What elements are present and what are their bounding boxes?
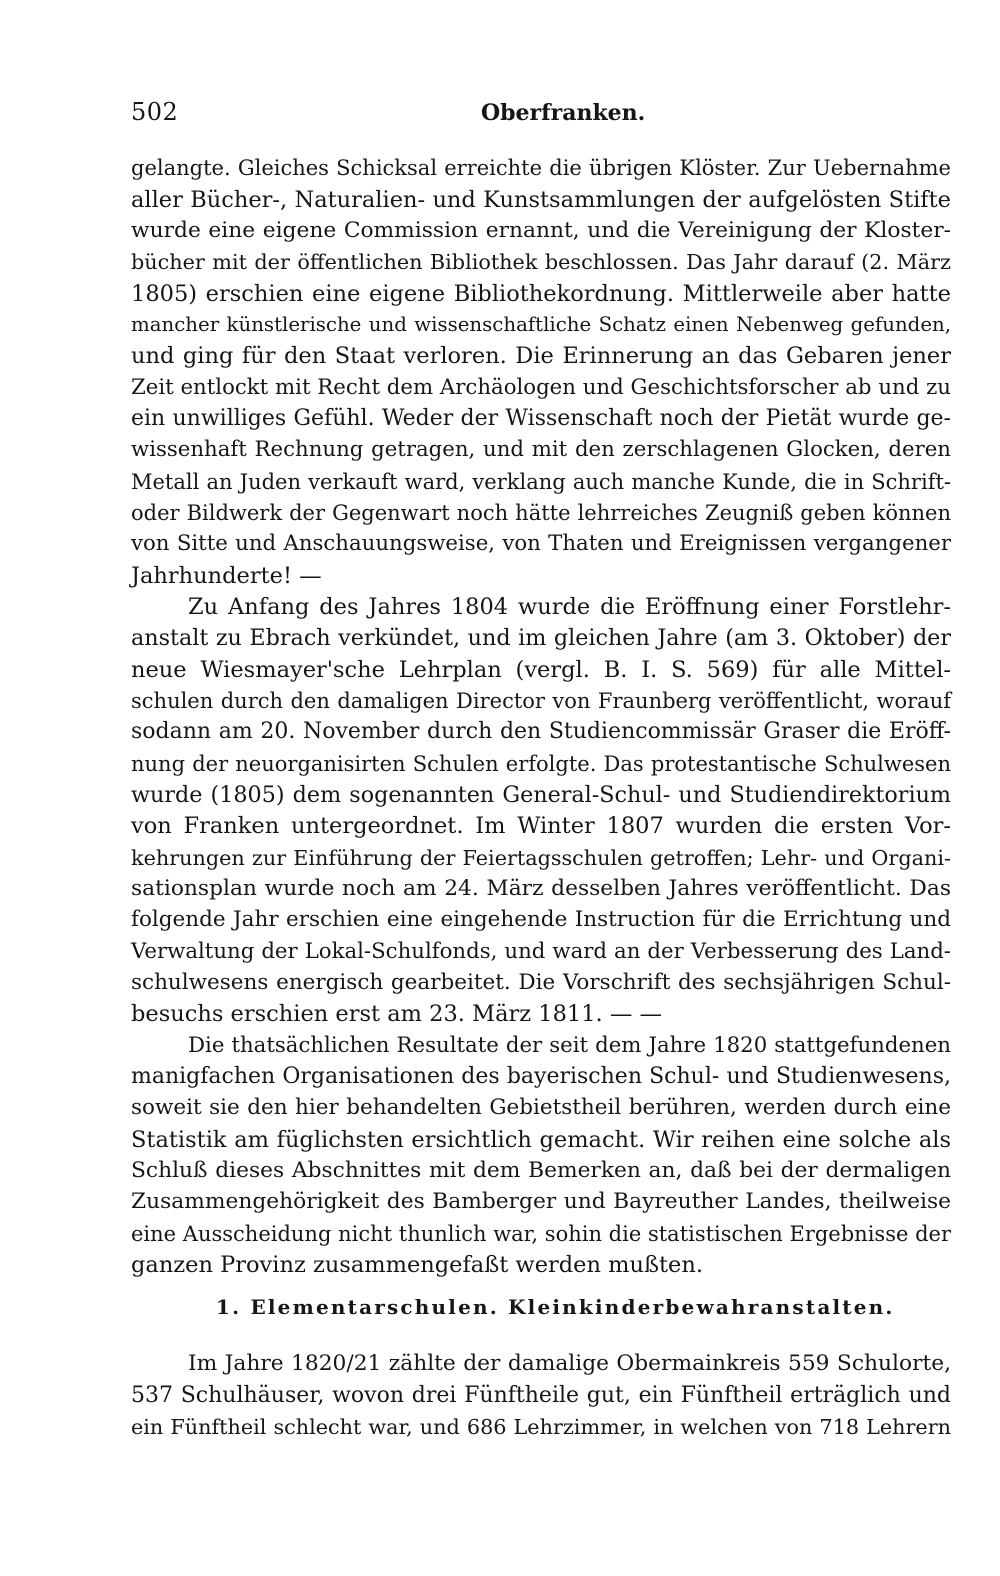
text-line: von Sitte und Anschauungsweise, von Thaten und Ereignissen vergangener — [131, 531, 951, 556]
page-number: 502 — [131, 98, 179, 126]
text-line: Statistik am füglichsten ersichtlich gemacht. Wir reihen eine solche als — [131, 1127, 951, 1153]
text-line: neue Wiesmayer'sche Lehrplan (vergl. B. I. S. 569) für alle Mittel- — [131, 657, 951, 683]
text-line: von Franken untergeordnet. Im Winter 1807 wurden die ersten Vor- — [131, 813, 951, 839]
text-line: und ging für den Staat verloren. Die Erinnerung an das Gebaren jener — [131, 343, 951, 369]
section-heading: 1. Elementarschulen. Kleinkinderbewahranstalten. — [216, 1295, 895, 1319]
text-line: wurde eine eigene Commission ernannt, und die Vereinigung der Kloster- — [131, 218, 951, 243]
text-line: Die thatsächlichen Resultate der seit dem Jahre 1820 stattgefundenen — [188, 1033, 951, 1058]
text-line: schulen durch den damaligen Director von Fraunberg veröffentlicht, worauf — [131, 689, 951, 713]
text-line: nung der neuorganisirten Schulen erfolgte. Das protestantische Schulwesen — [131, 752, 951, 776]
text-line: gelangte. Gleiches Schicksal erreichte die übrigen Klöster. Zur Uebernahme — [131, 156, 951, 180]
text-line: mancher künstlerische und wissenschaftliche Schatz einen Nebenweg gefunden, — [131, 313, 951, 336]
text-line: Verwaltung der Lokal-Schulfonds, und ward an der Verbesserung des Land- — [131, 939, 951, 964]
text-line: Metall an Juden verkauft ward, verklang auch manche Kunde, die in Schrift- — [131, 470, 951, 494]
text-line: Schluß dieses Abschnittes mit dem Bemerken an, daß bei der dermaligen — [131, 1158, 951, 1183]
text-line: Jahrhunderte! — — [131, 563, 322, 589]
running-head: Oberfranken. — [481, 100, 646, 126]
text-line: ein unwilliges Gefühl. Weder der Wissenschaft noch der Pietät wurde ge- — [131, 406, 951, 431]
text-line: soweit sie den hier behandelten Gebietstheil berühren, werden durch eine — [131, 1095, 951, 1120]
text-line: folgende Jahr erschien eine eingehende Instruction für die Errichtung und — [131, 907, 951, 932]
text-line: eine Ausscheidung nicht thunlich war, sohin die statistischen Ergebnisse der — [131, 1222, 951, 1246]
text-line: kehrungen zur Einführung der Feiertagsschulen getroffen; Lehr- und Organi- — [131, 846, 951, 870]
page-header — [131, 98, 951, 134]
text-line: schulwesens energisch gearbeitet. Die Vorschrift des sechsjährigen Schul- — [131, 970, 951, 995]
text-line: ganzen Provinz zusammengefaßt werden mußten. — [131, 1252, 703, 1278]
text-line: aller Bücher-, Naturalien- und Kunstsammlungen der aufgelösten Stifte — [131, 187, 951, 213]
text-line: wissenhaft Rechnung getragen, und mit den zerschlagenen Glocken, deren — [131, 437, 951, 462]
text-line: sodann am 20. November durch den Studiencommissär Graser die Eröff- — [131, 719, 951, 744]
text-line: Im Jahre 1820/21 zählte der damalige Obermainkreis 559 Schulorte, — [188, 1351, 951, 1376]
text-line: anstalt zu Ebrach verkündet, und im gleichen Jahre (am 3. Oktober) der — [131, 625, 951, 651]
text-line: Zusammengehörigkeit des Bamberger und Bayreuther Landes, theilweise — [131, 1189, 951, 1214]
text-line: wurde (1805) dem sogenannten General-Schul- und Studiendirektorium — [131, 782, 951, 808]
text-line: 537 Schulhäuser, wovon drei Fünftheile gut, ein Fünftheil erträglich und — [131, 1383, 951, 1408]
text-line: sationsplan wurde noch am 24. März desselben Jahres veröffentlicht. Das — [131, 876, 951, 901]
text-line: besuchs erschien erst am 23. März 1811. — — — [131, 1001, 662, 1027]
text-line: bücher mit der öffentlichen Bibliothek beschlossen. Das Jahr darauf (2. März — [131, 250, 951, 274]
text-line: manigfachen Organisationen des bayerischen Schul- und Studienwesens, — [131, 1064, 951, 1089]
text-line: ein Fünftheil schlecht war, und 686 Lehrzimmer, in welchen von 718 Lehrern — [131, 1415, 951, 1439]
text-line: Zu Anfang des Jahres 1804 wurde die Eröffnung einer Forstlehr- — [188, 594, 951, 620]
text-line: oder Bildwerk der Gegenwart noch hätte lehrreiches Zeugniß geben können — [131, 501, 951, 525]
text-line: 1805) erschien eine eigene Bibliothekordnung. Mittlerweile aber hatte — [131, 281, 951, 307]
text-line: Zeit entlockt mit Recht dem Archäologen und Geschichtsforscher ab und zu — [131, 375, 951, 400]
